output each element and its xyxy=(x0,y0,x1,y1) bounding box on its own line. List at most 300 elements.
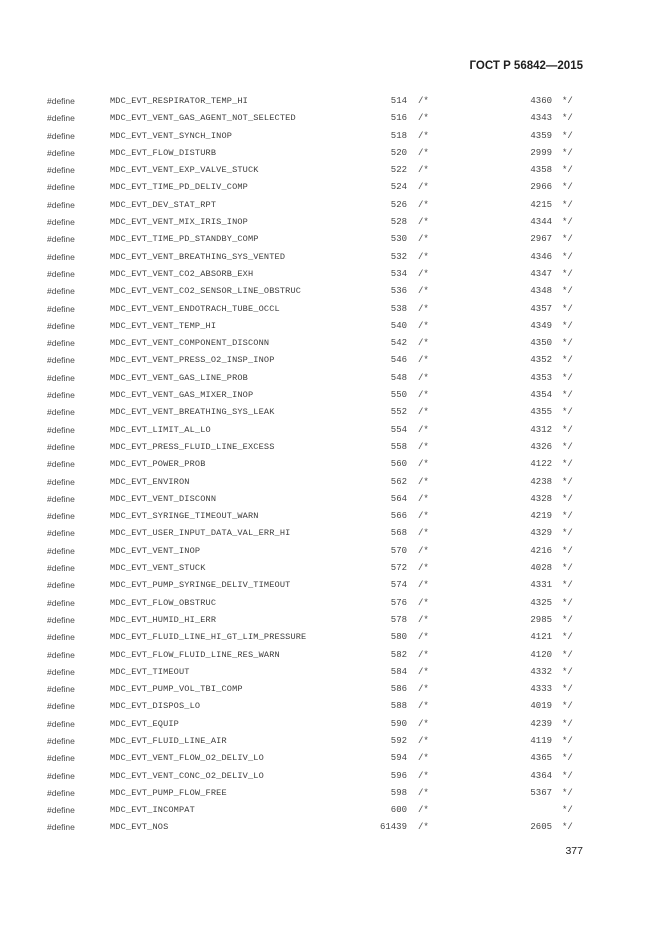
comment-open: /* xyxy=(418,217,429,228)
constant-value: 562 xyxy=(390,476,407,487)
constant-name: MDC_EVT_TIME_PD_STANDBY_COMP xyxy=(110,234,259,245)
define-row xyxy=(0,785,661,802)
comment-close: */ xyxy=(562,753,573,764)
constant-value: 552 xyxy=(390,407,407,418)
define-row xyxy=(0,93,661,110)
comment-close: */ xyxy=(562,614,573,625)
define-row xyxy=(0,318,661,335)
comment-code: 4332 xyxy=(530,666,552,677)
comment-code: 4346 xyxy=(530,251,552,262)
constant-value: 516 xyxy=(390,113,407,124)
define-row xyxy=(0,456,661,473)
define-row xyxy=(0,802,661,819)
define-row xyxy=(0,352,661,369)
constant-name: MDC_EVT_SYRINGE_TIMEOUT_WARN xyxy=(110,511,259,522)
define-row xyxy=(0,335,661,352)
define-row xyxy=(0,145,661,162)
constant-name: MDC_EVT_VENT_MIX_IRIS_INOP xyxy=(110,217,248,228)
define-keyword: #define xyxy=(47,476,75,487)
comment-code: 4312 xyxy=(530,424,552,435)
define-row xyxy=(0,387,661,404)
constant-value: 578 xyxy=(390,614,407,625)
comment-open: /* xyxy=(418,753,429,764)
define-keyword: #define xyxy=(47,614,75,625)
comment-code: 4355 xyxy=(530,407,552,418)
define-row xyxy=(0,733,661,750)
comment-close: */ xyxy=(562,355,573,366)
comment-open: /* xyxy=(418,441,429,452)
comment-code: 4328 xyxy=(530,493,552,504)
comment-open: /* xyxy=(418,684,429,695)
define-row xyxy=(0,577,661,594)
comment-close: */ xyxy=(562,372,573,383)
comment-code: 4028 xyxy=(530,563,552,574)
constant-value: 61439 xyxy=(379,822,407,833)
constant-name: MDC_EVT_FLOW_OBSTRUC xyxy=(110,597,217,608)
define-row xyxy=(0,543,661,560)
comment-open: /* xyxy=(418,545,429,556)
comment-code: 4326 xyxy=(530,441,552,452)
comment-close: */ xyxy=(562,251,573,262)
comment-close: */ xyxy=(562,113,573,124)
constant-name: MDC_EVT_FLUID_LINE_HI_GT_LIM_PRESSURE xyxy=(110,632,307,643)
define-keyword: #define xyxy=(47,787,75,798)
comment-close: */ xyxy=(562,597,573,608)
comment-close: */ xyxy=(562,424,573,435)
define-row xyxy=(0,750,661,767)
comment-close: */ xyxy=(562,320,573,331)
comment-code: 4331 xyxy=(530,580,552,591)
comment-close: */ xyxy=(562,563,573,574)
comment-close: */ xyxy=(562,441,573,452)
define-keyword: #define xyxy=(47,251,75,262)
constant-value: 574 xyxy=(390,580,407,591)
define-keyword: #define xyxy=(47,597,75,608)
comment-open: /* xyxy=(418,251,429,262)
constant-name: MDC_EVT_VENT_BREATHING_SYS_VENTED xyxy=(110,251,286,262)
comment-open: /* xyxy=(418,407,429,418)
define-keyword: #define xyxy=(47,649,75,660)
comment-open: /* xyxy=(418,320,429,331)
comment-open: /* xyxy=(418,355,429,366)
comment-close: */ xyxy=(562,528,573,539)
comment-open: /* xyxy=(418,822,429,833)
comment-open: /* xyxy=(418,493,429,504)
constant-name: MDC_EVT_VENT_TEMP_HI xyxy=(110,320,217,331)
constant-value: 554 xyxy=(390,424,407,435)
define-keyword: #define xyxy=(47,580,75,591)
constant-name: MDC_EVT_VENT_BREATHING_SYS_LEAK xyxy=(110,407,275,418)
constant-value: 520 xyxy=(390,147,407,158)
comment-open: /* xyxy=(418,96,429,106)
define-keyword: #define xyxy=(47,735,75,746)
constant-name: MDC_EVT_VENT_CO2_SENSOR_LINE_OBSTRUC xyxy=(110,286,302,297)
comment-code: 4329 xyxy=(530,528,552,539)
constant-name: MDC_EVT_RESPIRATOR_TEMP_HI xyxy=(110,96,248,106)
comment-code: 2605 xyxy=(530,822,552,833)
comment-code: 4353 xyxy=(530,372,552,383)
comment-open: /* xyxy=(418,182,429,193)
define-row xyxy=(0,819,661,836)
comment-open: /* xyxy=(418,563,429,574)
comment-code: 2985 xyxy=(530,614,552,625)
constant-name: MDC_EVT_VENT_CO2_ABSORB_EXH xyxy=(110,268,254,279)
define-row xyxy=(0,664,661,681)
comment-open: /* xyxy=(418,614,429,625)
comment-code: 4333 xyxy=(530,684,552,695)
comment-close: */ xyxy=(562,805,573,816)
comment-close: */ xyxy=(562,286,573,297)
constant-name: MDC_EVT_LIMIT_AL_LO xyxy=(110,424,211,435)
define-keyword: #define xyxy=(47,390,75,401)
comment-open: /* xyxy=(418,165,429,176)
constant-value: 564 xyxy=(390,493,407,504)
constant-name: MDC_EVT_VENT_PRESS_O2_INSP_INOP xyxy=(110,355,275,366)
define-row xyxy=(0,283,661,300)
constant-value: 532 xyxy=(390,251,407,262)
define-row xyxy=(0,214,661,231)
constant-name: MDC_EVT_TIMEOUT xyxy=(110,666,190,677)
constant-value: 546 xyxy=(390,355,407,366)
define-keyword: #define xyxy=(47,130,75,141)
constant-value: 526 xyxy=(390,199,407,210)
define-row xyxy=(0,439,661,456)
define-keyword: #define xyxy=(47,234,75,245)
comment-open: /* xyxy=(418,649,429,660)
comment-code: 4238 xyxy=(530,476,552,487)
constant-name: MDC_EVT_VENT_GAS_MIXER_INOP xyxy=(110,390,254,401)
define-row xyxy=(0,370,661,387)
define-row xyxy=(0,179,661,196)
constant-name: MDC_EVT_PUMP_VOL_TBI_COMP xyxy=(110,684,243,695)
constant-value: 518 xyxy=(390,130,407,141)
comment-open: /* xyxy=(418,476,429,487)
comment-open: /* xyxy=(418,130,429,141)
comment-open: /* xyxy=(418,735,429,746)
constant-name: MDC_EVT_FLOW_FLUID_LINE_RES_WARN xyxy=(110,649,280,660)
define-keyword: #define xyxy=(47,718,75,729)
constant-value: 528 xyxy=(390,217,407,228)
comment-open: /* xyxy=(418,390,429,401)
define-keyword: #define xyxy=(47,545,75,556)
comment-open: /* xyxy=(418,286,429,297)
define-row xyxy=(0,404,661,421)
constant-value: 548 xyxy=(390,372,407,383)
constant-name: MDC_EVT_VENT_STUCK xyxy=(110,563,206,574)
comment-close: */ xyxy=(562,511,573,522)
comment-code: 4350 xyxy=(530,338,552,349)
constant-value: 580 xyxy=(390,632,407,643)
define-keyword: #define xyxy=(47,303,75,314)
define-row xyxy=(0,162,661,179)
comment-open: /* xyxy=(418,113,429,124)
constant-value: 538 xyxy=(390,303,407,314)
constant-name: MDC_EVT_USER_INPUT_DATA_VAL_ERR_HI xyxy=(110,528,291,539)
constant-value: 594 xyxy=(390,753,407,764)
define-row xyxy=(0,128,661,145)
define-row xyxy=(0,698,661,715)
constant-name: MDC_EVT_PUMP_SYRINGE_DELIV_TIMEOUT xyxy=(110,580,291,591)
constant-name: MDC_EVT_NOS xyxy=(110,822,169,833)
comment-open: /* xyxy=(418,459,429,470)
define-keyword: #define xyxy=(47,511,75,522)
constant-name: MDC_EVT_TIME_PD_DELIV_COMP xyxy=(110,182,248,193)
comment-code: 4357 xyxy=(530,303,552,314)
comment-close: */ xyxy=(562,787,573,798)
define-keyword: #define xyxy=(47,407,75,418)
define-row xyxy=(0,249,661,266)
constant-name: MDC_EVT_PUMP_FLOW_FREE xyxy=(110,787,227,798)
comment-close: */ xyxy=(562,303,573,314)
constant-value: 514 xyxy=(390,96,407,106)
comment-close: */ xyxy=(562,580,573,591)
constant-name: MDC_EVT_HUMID_HI_ERR xyxy=(110,614,217,625)
constant-value: 566 xyxy=(390,511,407,522)
constant-value: 534 xyxy=(390,268,407,279)
constant-name: MDC_EVT_DISPOS_LO xyxy=(110,701,201,712)
comment-code: 4019 xyxy=(530,701,552,712)
constant-value: 522 xyxy=(390,165,407,176)
comment-code: 2967 xyxy=(530,234,552,245)
define-keyword: #define xyxy=(47,217,75,228)
comment-close: */ xyxy=(562,545,573,556)
comment-close: */ xyxy=(562,632,573,643)
comment-close: */ xyxy=(562,147,573,158)
define-row xyxy=(0,612,661,629)
define-keyword: #define xyxy=(47,753,75,764)
comment-open: /* xyxy=(418,787,429,798)
constant-value: 596 xyxy=(390,770,407,781)
constant-value: 524 xyxy=(390,182,407,193)
define-keyword: #define xyxy=(47,563,75,574)
constant-value: 570 xyxy=(390,545,407,556)
constant-value: 568 xyxy=(390,528,407,539)
comment-code: 2966 xyxy=(530,182,552,193)
define-keyword: #define xyxy=(47,268,75,279)
define-keyword: #define xyxy=(47,666,75,677)
comment-open: /* xyxy=(418,338,429,349)
comment-open: /* xyxy=(418,372,429,383)
comment-close: */ xyxy=(562,217,573,228)
constant-value: 588 xyxy=(390,701,407,712)
define-row xyxy=(0,508,661,525)
comment-code: 4348 xyxy=(530,286,552,297)
define-row xyxy=(0,629,661,646)
constant-value: 560 xyxy=(390,459,407,470)
comment-open: /* xyxy=(418,234,429,245)
constant-value: 542 xyxy=(390,338,407,349)
comment-code: 4343 xyxy=(530,113,552,124)
constant-name: MDC_EVT_VENT_GAS_AGENT_NOT_SELECTED xyxy=(110,113,296,124)
constant-value: 600 xyxy=(390,805,407,816)
comment-code: 2999 xyxy=(530,147,552,158)
comment-code: 4120 xyxy=(530,649,552,660)
comment-open: /* xyxy=(418,528,429,539)
define-keyword: #define xyxy=(47,528,75,539)
constant-value: 540 xyxy=(390,320,407,331)
constant-value: 592 xyxy=(390,735,407,746)
define-keyword: #define xyxy=(47,822,75,833)
comment-code: 4121 xyxy=(530,632,552,643)
comment-open: /* xyxy=(418,666,429,677)
comment-close: */ xyxy=(562,666,573,677)
constant-name: MDC_EVT_VENT_COMPONENT_DISCONN xyxy=(110,338,270,349)
comment-close: */ xyxy=(562,701,573,712)
define-keyword: #define xyxy=(47,372,75,383)
define-keyword: #define xyxy=(47,355,75,366)
comment-code: 4359 xyxy=(530,130,552,141)
constant-name: MDC_EVT_VENT_DISCONN xyxy=(110,493,217,504)
comment-close: */ xyxy=(562,476,573,487)
define-row xyxy=(0,110,661,127)
comment-close: */ xyxy=(562,493,573,504)
comment-code: 4347 xyxy=(530,268,552,279)
define-row xyxy=(0,595,661,612)
comment-code: 4352 xyxy=(530,355,552,366)
define-keyword: #define xyxy=(47,632,75,643)
comment-code: 4358 xyxy=(530,165,552,176)
constant-value: 558 xyxy=(390,441,407,452)
define-keyword: #define xyxy=(47,147,75,158)
comment-open: /* xyxy=(418,511,429,522)
define-keyword: #define xyxy=(47,770,75,781)
comment-code: 5367 xyxy=(530,787,552,798)
define-row xyxy=(0,197,661,214)
comment-close: */ xyxy=(562,684,573,695)
comment-code: 4344 xyxy=(530,217,552,228)
define-keyword: #define xyxy=(47,338,75,349)
comment-open: /* xyxy=(418,805,429,816)
page-number: 377 xyxy=(565,845,583,857)
define-row xyxy=(0,560,661,577)
constant-name: MDC_EVT_EQUIP xyxy=(110,718,179,729)
constant-name: MDC_EVT_POWER_PROB xyxy=(110,459,206,470)
define-keyword: #define xyxy=(47,493,75,504)
comment-code: 4122 xyxy=(530,459,552,470)
comment-close: */ xyxy=(562,390,573,401)
define-keyword: #define xyxy=(47,320,75,331)
constant-name: MDC_EVT_VENT_INOP xyxy=(110,545,201,556)
comment-open: /* xyxy=(418,147,429,158)
constant-name: MDC_EVT_VENT_CONC_O2_DELIV_LO xyxy=(110,770,264,781)
define-list xyxy=(0,93,661,837)
comment-close: */ xyxy=(562,770,573,781)
comment-open: /* xyxy=(418,268,429,279)
comment-close: */ xyxy=(562,649,573,660)
constant-name: MDC_EVT_INCOMPAT xyxy=(110,805,195,816)
comment-code: 4349 xyxy=(530,320,552,331)
constant-name: MDC_EVT_PRESS_FLUID_LINE_EXCESS xyxy=(110,441,275,452)
define-row xyxy=(0,525,661,542)
comment-close: */ xyxy=(562,338,573,349)
comment-code: 4119 xyxy=(530,735,552,746)
define-keyword: #define xyxy=(47,286,75,297)
define-keyword: #define xyxy=(47,459,75,470)
constant-value: 590 xyxy=(390,718,407,729)
constant-name: MDC_EVT_VENT_EXP_VALVE_STUCK xyxy=(110,165,259,176)
comment-close: */ xyxy=(562,130,573,141)
comment-open: /* xyxy=(418,770,429,781)
comment-close: */ xyxy=(562,165,573,176)
comment-open: /* xyxy=(418,424,429,435)
constant-value: 530 xyxy=(390,234,407,245)
constant-name: MDC_EVT_FLUID_LINE_AIR xyxy=(110,735,227,746)
constant-value: 536 xyxy=(390,286,407,297)
define-row xyxy=(0,474,661,491)
define-row xyxy=(0,768,661,785)
define-keyword: #define xyxy=(47,684,75,695)
comment-code: 4325 xyxy=(530,597,552,608)
comment-close: */ xyxy=(562,182,573,193)
constant-value: 584 xyxy=(390,666,407,677)
comment-code: 4239 xyxy=(530,718,552,729)
define-row xyxy=(0,491,661,508)
comment-open: /* xyxy=(418,580,429,591)
define-keyword: #define xyxy=(47,165,75,176)
comment-close: */ xyxy=(562,735,573,746)
comment-open: /* xyxy=(418,199,429,210)
define-keyword: #define xyxy=(47,96,75,106)
comment-open: /* xyxy=(418,597,429,608)
comment-close: */ xyxy=(562,822,573,833)
constant-name: MDC_EVT_VENT_GAS_LINE_PROB xyxy=(110,372,248,383)
comment-close: */ xyxy=(562,234,573,245)
constant-name: MDC_EVT_ENVIRON xyxy=(110,476,190,487)
constant-value: 586 xyxy=(390,684,407,695)
comment-open: /* xyxy=(418,303,429,314)
define-keyword: #define xyxy=(47,805,75,816)
constant-value: 550 xyxy=(390,390,407,401)
comment-close: */ xyxy=(562,199,573,210)
comment-close: */ xyxy=(562,718,573,729)
define-row xyxy=(0,266,661,283)
comment-code: 4216 xyxy=(530,545,552,556)
define-row xyxy=(0,647,661,664)
define-row xyxy=(0,422,661,439)
define-keyword: #define xyxy=(47,701,75,712)
comment-code: 4365 xyxy=(530,753,552,764)
constant-name: MDC_EVT_VENT_FLOW_O2_DELIV_LO xyxy=(110,753,264,764)
constant-value: 598 xyxy=(390,787,407,798)
document-header: ГОСТ Р 56842—2015 xyxy=(469,60,583,72)
comment-open: /* xyxy=(418,632,429,643)
constant-value: 572 xyxy=(390,563,407,574)
comment-open: /* xyxy=(418,701,429,712)
constant-name: MDC_EVT_FLOW_DISTURB xyxy=(110,147,217,158)
define-row xyxy=(0,231,661,248)
comment-code: 4354 xyxy=(530,390,552,401)
constant-name: MDC_EVT_VENT_SYNCH_INOP xyxy=(110,130,233,141)
comment-close: */ xyxy=(562,459,573,470)
comment-code: 4219 xyxy=(530,511,552,522)
define-row xyxy=(0,681,661,698)
comment-code: 4364 xyxy=(530,770,552,781)
comment-close: */ xyxy=(562,96,573,106)
define-row xyxy=(0,716,661,733)
comment-code: 4215 xyxy=(530,199,552,210)
define-row xyxy=(0,301,661,318)
comment-open: /* xyxy=(418,718,429,729)
constant-name: MDC_EVT_VENT_ENDOTRACH_TUBE_OCCL xyxy=(110,303,280,314)
comment-close: */ xyxy=(562,407,573,418)
constant-value: 576 xyxy=(390,597,407,608)
comment-close: */ xyxy=(562,268,573,279)
comment-code: 4360 xyxy=(530,96,552,106)
define-keyword: #define xyxy=(47,182,75,193)
constant-value: 582 xyxy=(390,649,407,660)
define-keyword: #define xyxy=(47,424,75,435)
constant-name: MDC_EVT_DEV_STAT_RPT xyxy=(110,199,217,210)
